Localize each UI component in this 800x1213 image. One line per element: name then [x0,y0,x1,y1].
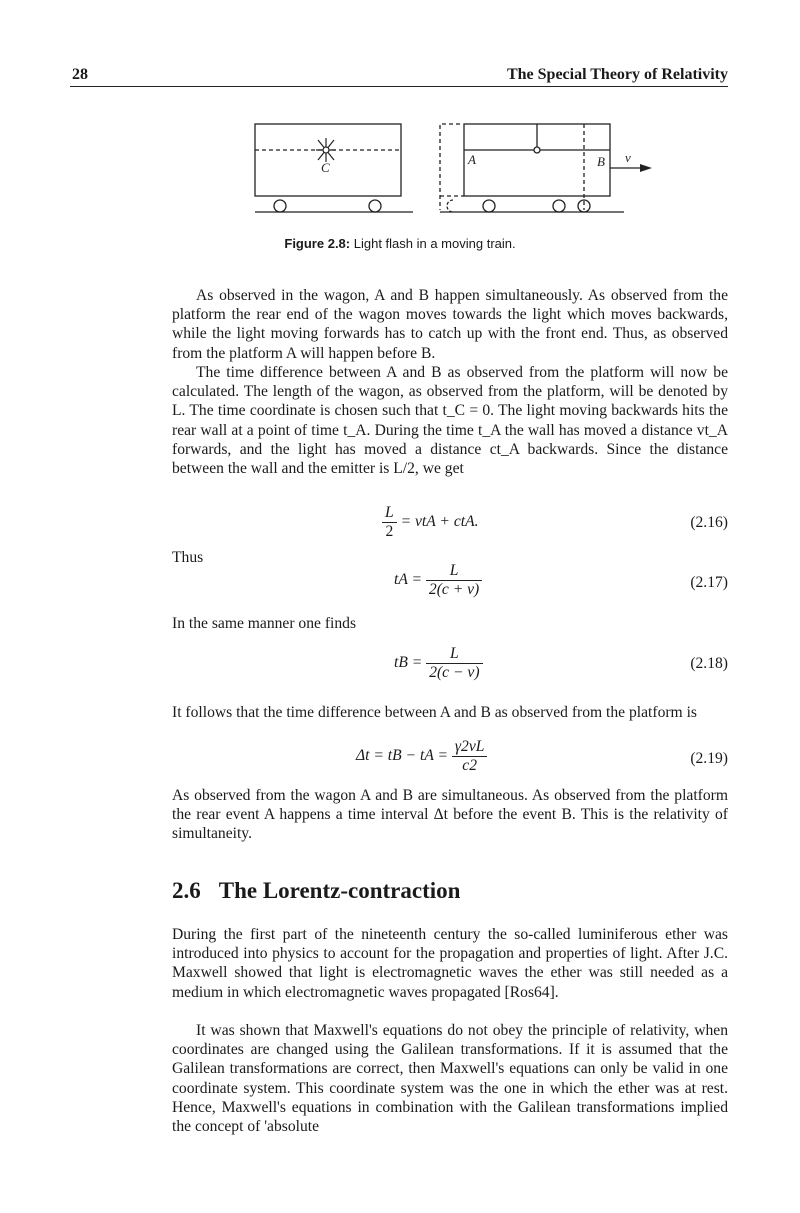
eq217-number: (2.17) [690,574,728,591]
wheel [369,200,381,212]
eq219-lhs: Δt = tB − tA = [356,747,448,765]
paragraph-5: It was shown that Maxwell's equations do not obey the principle of relativity, when coordinates are changed using the Galilean transformations. If it is assumed that the Galilean transformations are correct, then Maxwell's equations can only be valid in one coordinate system. This coordinate system was the one in which the ether was at rest. Hence, Maxwell's equations in combination with the Galilean transformations implied the concept of 'absolute [172,1022,728,1136]
eq218-denominator: 2(c − v) [429,664,480,681]
eq216-denominator: 2 [385,523,394,540]
wheel [274,200,286,212]
section-heading [172,878,460,904]
light-flash-icon [316,138,336,162]
eq219-denominator: c2 [462,757,478,774]
eq217-lhs: tA = [394,571,422,589]
label-c: C [321,160,330,175]
wheel [553,200,565,212]
previous-position-outline [440,124,460,210]
running-head [70,64,728,87]
equation-2-18 [172,645,728,689]
text-same-manner: In the same manner one finds [172,615,357,632]
section-number: 2.6 [172,878,201,903]
book-title: The Special Theory of Relativity [506,66,728,83]
equation-2-16 [172,504,728,548]
paragraph-4: During the first part of the nineteenth century the so-called luminiferous ether was introduced into physics to account for the propagation and properties of light. After J.C. Maxwell showed that light is electromagnetic waves the ether was still needed as a medium in which electromagnetic waves propagated [Ros64]. [172,926,728,1001]
equation-2-19 [172,738,728,782]
eq216-rhs: = vtA + ctA. [400,513,479,531]
label-a: A [468,152,476,167]
paragraph-3: As observed from the wagon A and B are simultaneous. As observed from the platform the rear event A happens a time interval Δt before the event B. This is the relativity of simultaneity. [172,787,728,843]
train-figure [250,118,630,218]
label-b: B [597,154,605,169]
figure-caption [0,236,800,251]
eq218-numerator: L [426,645,482,664]
label-v: v [625,150,631,165]
eq219-numerator: γ2vL [452,738,488,757]
eq218-lhs: tB = [394,654,423,672]
eq216-numerator: L [382,504,397,523]
eq217-numerator: L [426,562,482,581]
paragraph-1: As observed in the wagon, A and B happen simultaneously. As observed from the platform the rear end of the wagon moves towards the light which moves backwards, while the light moving forwards has to catch up with the front end. Thus, as observed from the platform A will happen before B. [172,287,728,362]
caption-label: Figure 2.8: [284,236,351,251]
section-title: The Lorentz-contraction [218,878,461,903]
eq219-number: (2.19) [690,750,728,767]
equation-2-17 [172,562,728,606]
caption-text: Light flash in a moving train. [350,236,516,251]
page-number: 28 [72,66,88,83]
eq217-denominator: 2(c + v) [428,581,480,598]
wheel [483,200,495,212]
text-follows: It follows that the time difference between A and B as observed from the platform is [172,704,697,721]
eq218-number: (2.18) [690,655,728,672]
eq216-number: (2.16) [690,514,728,531]
paragraph-2: The time difference between A and B as observed from the platform will now be calculated. The length of the wagon, as observed from the platform, will be denoted by L. The time coordinate is chosen such that t_C = 0. The light moving backwards hits the rear wall at a point of time t_A. During the time t_A the wall has moved a distance vt_A forwards, and the light has moved a distance ct_A backwards. Since the distance between the wall and the emitter is L/2, we get [172,364,728,478]
text-thus: Thus [172,549,204,566]
